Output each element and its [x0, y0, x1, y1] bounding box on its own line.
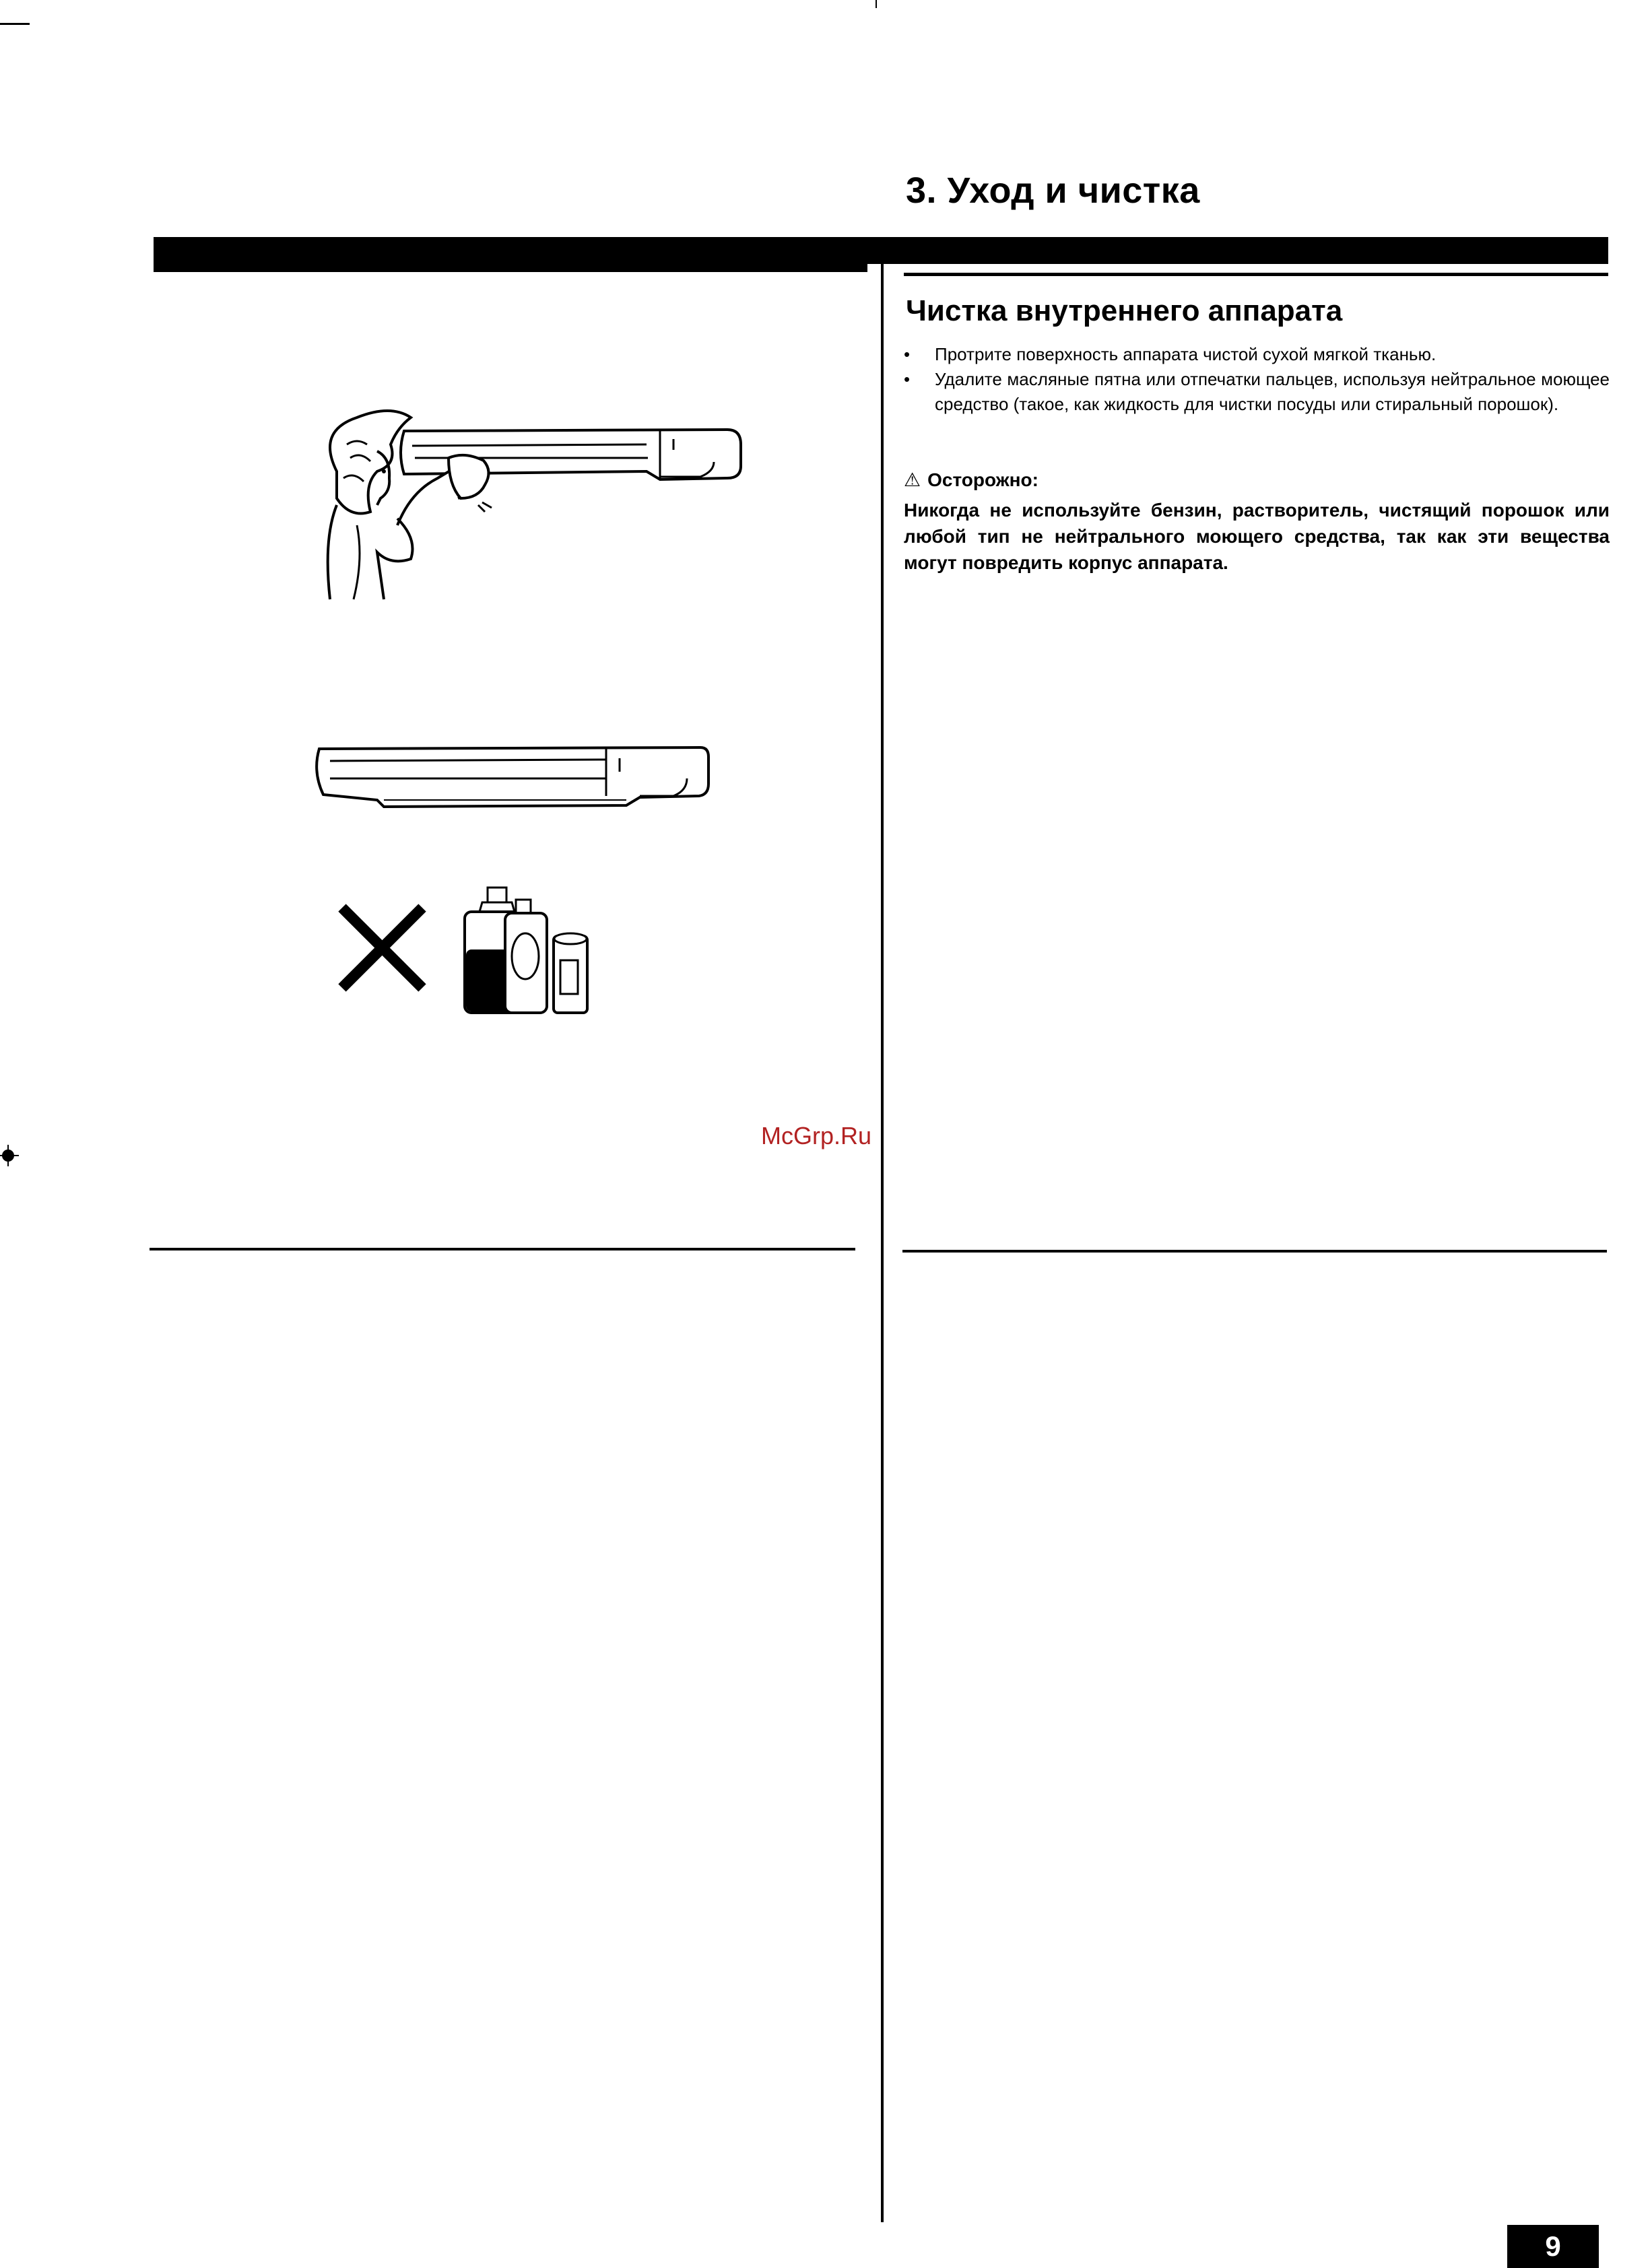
registration-mark-icon: [0, 1142, 27, 1169]
indoor-unit-illustration: [310, 741, 714, 815]
header-bar-right-rule: [904, 273, 1608, 276]
instructions-list: [902, 342, 1610, 417]
caution-heading: [904, 469, 1038, 491]
section-title: Чистка внутреннего аппарата: [906, 294, 1343, 327]
list-item: • Протрите поверхность аппарата чистой сухой мягкой тканью.: [902, 342, 1610, 367]
page-title: 3. Уход и чистка: [906, 170, 1200, 211]
page-number: 9: [1507, 2225, 1599, 2268]
list-item: • Удалите масляные пятна или отпечатки пальцев, используя нейтральное моющее средство (такое, как жидкость для чистки посуды или стиральный порошок).: [902, 367, 1610, 417]
right-column-rule: [902, 1250, 1607, 1253]
header-bar: [154, 237, 1608, 264]
header-bar-left-rule: [154, 264, 867, 272]
person-wiping-unit-illustration: [296, 404, 768, 606]
caution-heading-label: Осторожно:: [927, 469, 1038, 490]
left-column-rule: [150, 1248, 855, 1250]
column-divider: [881, 264, 884, 2222]
warning-triangle-icon: ⚠: [904, 469, 921, 490]
cross-icon: [337, 902, 428, 993]
caution-text: Никогда не используйте бензин, растворитель, чистящий порошок или любой тип не нейтрального моющего средства, так как эти вещества могут повредить корпус аппарата.: [904, 500, 1610, 573]
crop-mark: [876, 0, 877, 8]
chemical-bottles-illustration: [458, 882, 613, 1017]
crop-mark: [0, 23, 30, 25]
watermark: McGrp.Ru: [761, 1122, 872, 1149]
